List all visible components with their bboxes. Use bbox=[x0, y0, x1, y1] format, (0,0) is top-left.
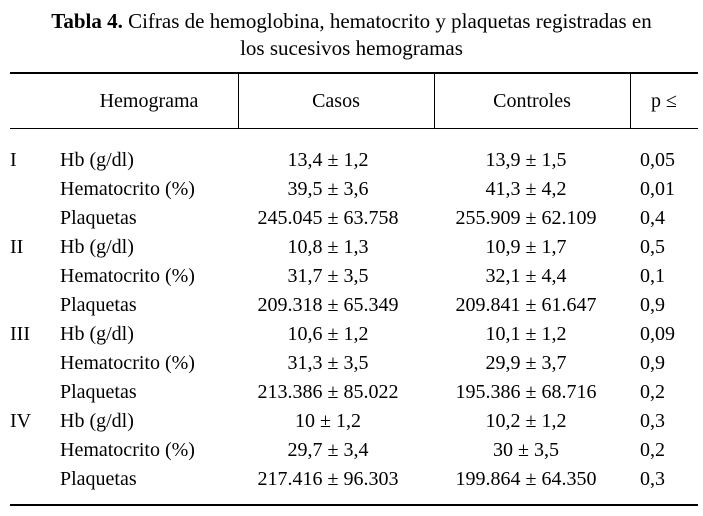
row-parameter: Hb (g/dl) bbox=[60, 410, 134, 432]
table-top-rule bbox=[10, 72, 698, 74]
row-parameter: Plaquetas bbox=[60, 207, 137, 229]
table-row bbox=[0, 233, 703, 262]
row-controles-value: 209.841 ± 61.647 bbox=[455, 294, 597, 316]
row-parameter: Hematocrito (%) bbox=[60, 352, 195, 374]
row-controles-value: 29,9 ± 3,7 bbox=[485, 352, 567, 374]
row-p-value: 0,9 bbox=[640, 294, 665, 316]
row-parameter: Hb (g/dl) bbox=[60, 236, 134, 258]
row-p-value: 0,4 bbox=[640, 207, 665, 229]
row-casos-value: 29,7 ± 3,4 bbox=[287, 439, 369, 461]
row-parameter: Hematocrito (%) bbox=[60, 178, 195, 200]
row-controles-value: 10,2 ± 1,2 bbox=[485, 410, 567, 432]
row-parameter: Hb (g/dl) bbox=[60, 149, 134, 171]
row-casos-value: 31,3 ± 3,5 bbox=[287, 352, 369, 374]
row-group-label: IV bbox=[10, 410, 32, 432]
row-p-value: 0,3 bbox=[640, 468, 665, 490]
row-p-value: 0,3 bbox=[640, 410, 665, 432]
row-p-value: 0,2 bbox=[640, 381, 665, 403]
row-p-value: 0,9 bbox=[640, 352, 665, 374]
caption-line-1 bbox=[0, 8, 703, 35]
table-bottom-rule bbox=[10, 504, 698, 506]
row-p-value: 0,2 bbox=[640, 439, 665, 461]
row-parameter: Plaquetas bbox=[60, 294, 137, 316]
table-row bbox=[0, 465, 703, 494]
row-parameter: Hb (g/dl) bbox=[60, 323, 134, 345]
table-row bbox=[0, 407, 703, 436]
row-group-label: I bbox=[10, 149, 17, 171]
row-casos-value: 245.045 ± 63.758 bbox=[257, 207, 399, 229]
table-row bbox=[0, 262, 703, 291]
table-header-rule bbox=[10, 128, 698, 129]
header-p-value: p ≤ bbox=[651, 90, 677, 112]
row-controles-value: 10,1 ± 1,2 bbox=[485, 323, 567, 345]
row-p-value: 0,09 bbox=[640, 323, 675, 345]
row-controles-value: 255.909 ± 62.109 bbox=[455, 207, 597, 229]
row-casos-value: 209.318 ± 65.349 bbox=[257, 294, 399, 316]
header-hemograma: Hemograma bbox=[99, 90, 199, 112]
row-controles-value: 13,9 ± 1,5 bbox=[485, 149, 567, 171]
row-casos-value: 10,8 ± 1,3 bbox=[287, 236, 369, 258]
row-p-value: 0,01 bbox=[640, 178, 675, 200]
table-row bbox=[0, 349, 703, 378]
row-p-value: 0,05 bbox=[640, 149, 675, 171]
row-p-value: 0,1 bbox=[640, 265, 665, 287]
row-casos-value: 10,6 ± 1,2 bbox=[287, 323, 369, 345]
table-row bbox=[0, 175, 703, 204]
row-parameter: Plaquetas bbox=[60, 381, 137, 403]
row-casos-value: 31,7 ± 3,5 bbox=[287, 265, 369, 287]
table-row bbox=[0, 291, 703, 320]
table-row bbox=[0, 146, 703, 175]
row-casos-value: 217.416 ± 96.303 bbox=[257, 468, 399, 490]
table-row bbox=[0, 378, 703, 407]
row-casos-value: 39,5 ± 3,6 bbox=[287, 178, 369, 200]
row-p-value: 0,5 bbox=[640, 236, 665, 258]
caption-text: Cifras de hemoglobina, hematocrito y plaquetas registradas en bbox=[128, 9, 652, 33]
header-casos: Casos bbox=[312, 90, 360, 112]
row-controles-value: 30 ± 3,5 bbox=[493, 439, 559, 461]
table-row bbox=[0, 320, 703, 349]
row-group-label: II bbox=[10, 236, 24, 258]
table-row bbox=[0, 204, 703, 233]
table-caption bbox=[0, 8, 703, 62]
row-controles-value: 199.864 ± 64.350 bbox=[455, 468, 597, 490]
row-controles-value: 195.386 ± 68.716 bbox=[455, 381, 597, 403]
table-row bbox=[0, 436, 703, 465]
row-controles-value: 41,3 ± 4,2 bbox=[485, 178, 567, 200]
row-parameter: Hematocrito (%) bbox=[60, 439, 195, 461]
row-controles-value: 10,9 ± 1,7 bbox=[485, 236, 567, 258]
caption-label: Tabla 4. bbox=[51, 9, 123, 33]
row-casos-value: 213.386 ± 85.022 bbox=[257, 381, 399, 403]
row-group-label: III bbox=[10, 323, 30, 345]
caption-line-2: los sucesivos hemogramas bbox=[240, 36, 463, 60]
row-controles-value: 32,1 ± 4,4 bbox=[485, 265, 567, 287]
row-parameter: Plaquetas bbox=[60, 468, 137, 490]
row-casos-value: 13,4 ± 1,2 bbox=[287, 149, 369, 171]
header-controles: Controles bbox=[493, 90, 571, 112]
row-parameter: Hematocrito (%) bbox=[60, 265, 195, 287]
row-casos-value: 10 ± 1,2 bbox=[295, 410, 361, 432]
